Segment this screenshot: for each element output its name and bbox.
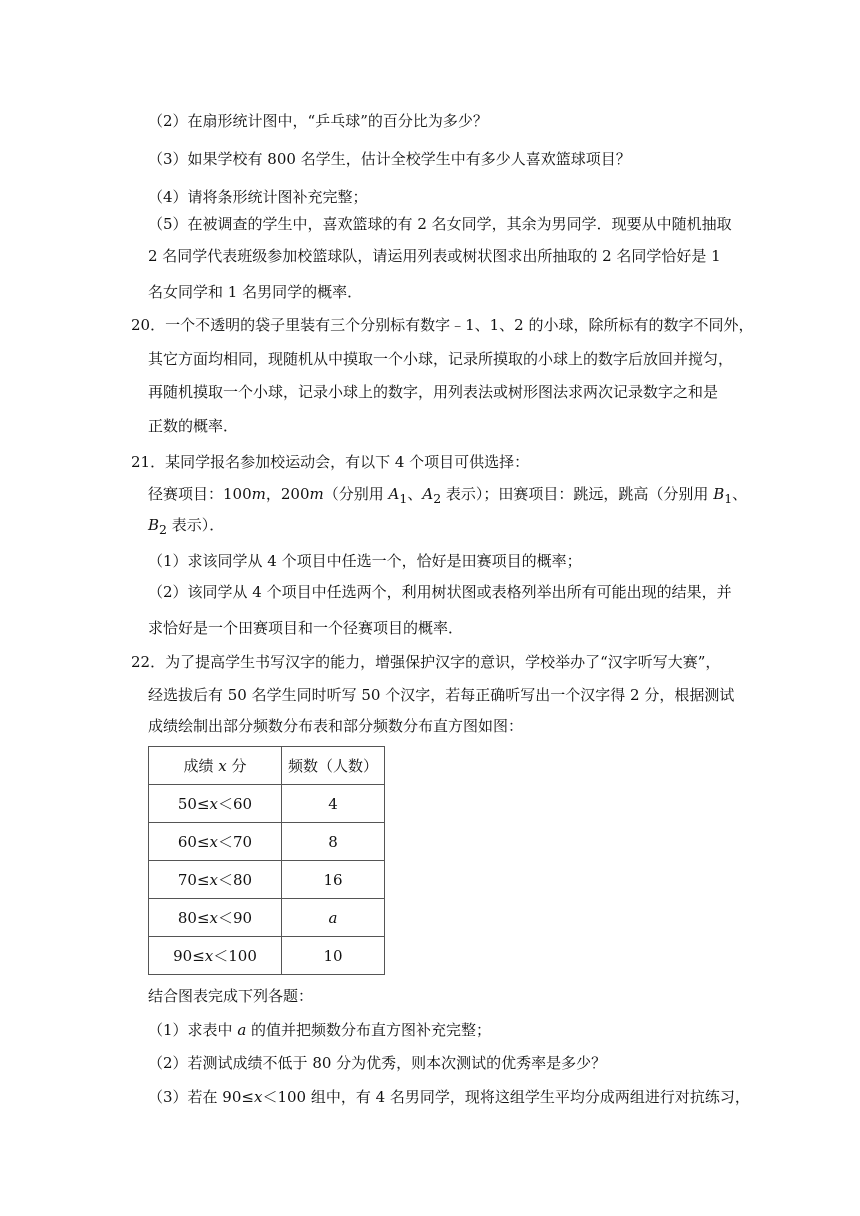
table-row [149,785,385,823]
q21-text: 、 [732,485,748,503]
q21-var: A [388,485,400,503]
q22-part-1 [148,1020,491,1040]
table-cell-frequency: 16 [282,861,385,899]
q21-part-1: （1）求该同学从 4 个项目中任选一个，恰好是田赛项目的概率； [148,552,582,570]
range-hi: ＜80 [218,871,253,889]
range-lo: 60≤ [177,833,210,851]
q21-sub: 1 [724,491,733,506]
table-cell-frequency: 10 [282,937,385,975]
q21-sub: 2 [159,522,167,537]
q20-line-3: 再随机摸取一个小球，记录小球上的数字，用列表法或树形图法求两次记录数字之和是 [148,383,719,401]
q21-line-3 [148,515,224,540]
q21-line-2 [148,484,747,509]
range-var: x [204,947,214,965]
q21-var: B [148,516,160,534]
table-cell-range [149,861,282,899]
q21-sub: 1 [399,491,408,506]
range-hi: ＜90 [218,909,253,927]
q21-unit: m [309,485,324,503]
q22-part-2: （2）若测试成绩不低于 80 分为优秀，则本次测试的优秀率是多少？ [148,1054,607,1072]
table-header-score [149,747,282,785]
q19-part-5-line-1: （5）在被调查的学生中，喜欢篮球的有 2 名女同学，其余为男同学．现要从中随机抽取 [148,215,732,233]
q22-line-1: 22．为了提高学生书写汉字的能力，增强保护汉字的意识，学校举办了“汉字听写大赛”， [131,653,721,671]
table-header-frequency: 频数（人数） [282,747,385,785]
range-var: x [209,833,219,851]
table-row [149,899,385,937]
q21-text: 表示）． [166,516,225,534]
range-var: x [209,871,219,889]
range-lo: 90≤ [173,947,205,965]
q21-unit: m [251,485,266,503]
table-row [149,823,385,861]
q21-text: （分别用 [323,485,389,503]
q22-line-2: 经选拔后有 50 名学生同时听写 50 个汉字，若每正确听写出一个汉字得 2 分，根据测试 [148,686,735,704]
range-lo: 50≤ [177,795,210,813]
table-cell-range [149,823,282,861]
table-cell-frequency: 8 [282,823,385,861]
q21-part-2-line-2: 求恰好是一个田赛项目和一个径赛项目的概率． [148,619,464,637]
header-text: 分 [226,757,247,775]
q22-part-3 [148,1087,750,1107]
q22-after-table: 结合图表完成下列各题： [148,987,314,1005]
q22-text: ＜100 组中，有 4 名男同学，现将这组学生平均分成两组进行对抗练习， [262,1088,750,1106]
range-var: x [209,795,219,813]
q22-text: 的值并把频数分布直方图补充完整； [246,1021,492,1039]
header-var: x [218,757,227,775]
table-cell-frequency: 4 [282,785,385,823]
q21-var: A [422,485,434,503]
table-cell-range [149,785,282,823]
q20-line-4: 正数的概率． [148,417,239,435]
q19-part-5-line-2: 2 名同学代表班级参加校篮球队，请运用列表或树状图求出所抽取的 2 名同学恰好是 1 [148,247,721,265]
q21-var: B [713,485,725,503]
q20-line-1: 20．一个不透明的袋子里装有三个分别标有数字﹣1、1、2 的小球，除所标有的数字不同外， [131,316,754,334]
q22-text: （3）若在 90≤ [148,1088,254,1106]
q19-part-5-line-3: 名女同学和 1 名男同学的概率． [148,283,363,301]
table-header-row [149,747,385,785]
table-cell-range [149,899,282,937]
table-row [149,937,385,975]
header-text: 成绩 [183,757,219,775]
range-hi: ＜70 [218,833,253,851]
frequency-table [148,746,385,975]
range-lo: 80≤ [177,909,210,927]
table-cell-frequency [282,899,385,937]
q22-var: x [253,1088,263,1106]
q19-part-3: （3）如果学校有 800 名学生，估计全校学生中有多少人喜欢篮球项目？ [148,150,631,168]
q21-text: 表示）；田赛项目：跳远，跳高（分别用 [441,485,714,503]
q21-part-2-line-1: （2）该同学从 4 个项目中任选两个，利用树状图或表格列举出所有可能出现的结果，并 [148,583,732,601]
q21-line-1: 21．某同学报名参加校运动会，有以下 4 个项目可供选择： [131,453,530,471]
q21-text: ，200 [265,485,310,503]
q19-part-2: （2）在扇形统计图中，“乒乓球”的百分比为多少？ [148,112,488,130]
unknown-var: a [328,908,338,927]
table-cell-range [149,937,282,975]
range-var: x [209,909,219,927]
table-row [149,861,385,899]
q21-sub: 2 [433,491,442,506]
q20-line-2: 其它方面均相同，现随机从中摸取一个小球，记录所摸取的小球上的数字后放回并搅匀， [148,350,734,368]
range-hi: ＜60 [218,795,253,813]
q21-text: 、 [407,485,423,503]
q21-text: 径赛项目：100 [148,485,252,503]
q22-line-3: 成绩绘制出部分频数分布表和部分频数分布直方图如图： [148,717,524,735]
q22-var: a [237,1021,247,1039]
q22-text: （1）求表中 [148,1021,238,1039]
q19-part-4: （4）请将条形统计图补充完整； [148,188,368,206]
range-hi: ＜100 [213,947,257,965]
range-lo: 70≤ [177,871,210,889]
